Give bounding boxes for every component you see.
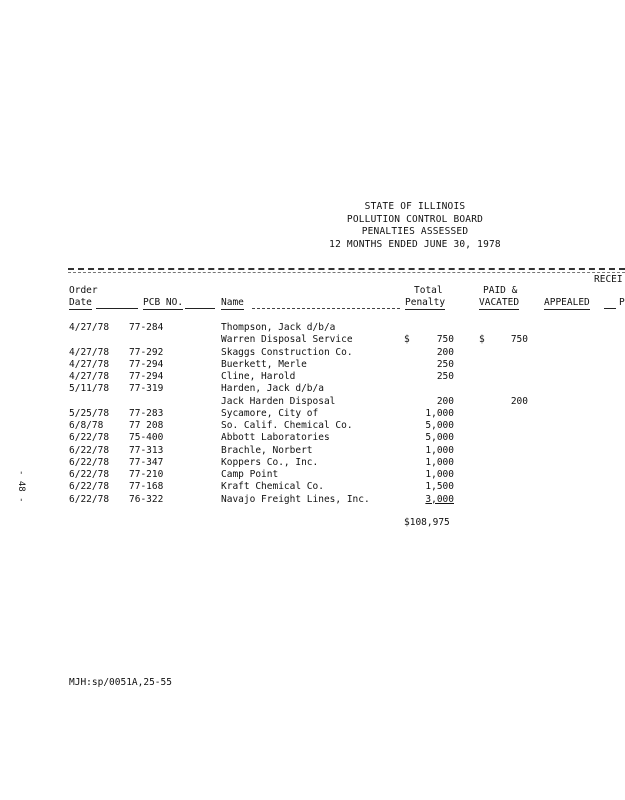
header-line-title: PENALTIES ASSESSED (361, 226, 469, 237)
cell-penalty: 5,000 (425, 432, 454, 444)
table-row (0, 371, 625, 383)
table-row (0, 408, 625, 420)
column-order: Order (69, 285, 98, 296)
cell-penalty: 1,000 (425, 456, 454, 468)
cell-pcb-no: 77-294 (129, 371, 164, 382)
cell-name: So. Calif. Chemical Co. (221, 420, 353, 431)
cell-order-date: 6/22/78 (69, 432, 110, 444)
table-row (0, 347, 625, 359)
header-line-state: STATE OF ILLINOIS (364, 201, 466, 212)
cell-name: Sycamore, City of (221, 407, 319, 419)
header-underline (604, 308, 616, 309)
cell-order-date: 6/22/78 (69, 456, 110, 468)
cell-order-date: 6/22/78 (69, 493, 110, 505)
table-row (0, 334, 625, 346)
cell-penalty: 1,000 (425, 469, 454, 480)
table-row (0, 420, 625, 432)
cell-pcb-no: 77-210 (129, 469, 164, 480)
column-pcb-no: PCB NO. (143, 297, 184, 308)
cell-order-date: 6/22/78 (69, 469, 110, 480)
cell-penalty: 250 (436, 371, 454, 382)
cell-order-date: 4/27/78 (69, 371, 110, 382)
cell-name: Warren Disposal Service (221, 334, 353, 346)
cell-order-date: 4/27/78 (69, 322, 110, 333)
column-paid: PAID & (483, 285, 518, 296)
cell-name: Koppers Co., Inc. (221, 456, 319, 468)
cell-order-date: 5/11/78 (69, 383, 110, 395)
table-row (0, 494, 625, 506)
cell-paid-vacated: 200 (510, 395, 528, 407)
cell-name: Thompson, Jack d/b/a (221, 322, 336, 333)
cell-name: Kraft Chemical Co. (221, 481, 324, 493)
cell-penalty: 3,000 (425, 493, 454, 505)
cell-penalty-dollar: $ (404, 334, 410, 346)
table-row (0, 432, 625, 444)
cell-name: Cline, Harold (221, 371, 296, 382)
table-row (0, 445, 625, 457)
cell-order-date: 4/27/78 (69, 346, 110, 358)
cell-penalty: 1,000 (425, 444, 454, 456)
cell-pcb-no: 77-294 (129, 358, 164, 370)
page-number: - 48 - (16, 470, 26, 503)
cell-pcb-no: 77-292 (129, 346, 164, 358)
header-underline (252, 308, 400, 309)
cell-penalty: 250 (436, 358, 454, 370)
table-row (0, 359, 625, 371)
table-row (0, 481, 625, 493)
column-appealed: APPEALED (544, 297, 590, 308)
table-row (0, 396, 625, 408)
cell-name: Navajo Freight Lines, Inc. (221, 493, 370, 505)
cell-penalty: 1,500 (425, 481, 454, 493)
cell-pcb-no: 77-284 (129, 322, 164, 333)
cell-pcb-no: 77-283 (129, 407, 164, 419)
cell-name: Buerkett, Merle (221, 358, 307, 370)
cell-penalty: 5,000 (425, 420, 454, 431)
header-rule-secondary (68, 272, 625, 273)
cell-name: Brachle, Norbert (221, 444, 313, 456)
column-received-partial: RECEI (594, 274, 623, 285)
grand-total: $108,975 (404, 517, 450, 528)
header-line-board: POLLUTION CONTROL BOARD (346, 213, 484, 225)
footer-reference: MJH:sp/0051A,25-55 (69, 677, 172, 688)
cell-paid-dollar: $ (479, 334, 485, 346)
column-vacated: VACATED (479, 297, 520, 308)
cell-pcb-no: 77 208 (129, 420, 164, 431)
cell-pcb-no: 75-400 (129, 432, 164, 444)
cell-name: Jack Harden Disposal (221, 395, 336, 407)
column-p-partial: P (619, 297, 625, 308)
cell-pcb-no: 77-319 (129, 383, 164, 395)
cell-order-date: 6/22/78 (69, 444, 110, 456)
cell-name: Harden, Jack d/b/a (221, 383, 324, 395)
table-row (0, 457, 625, 469)
cell-penalty: 200 (436, 395, 454, 407)
column-penalty: Penalty (405, 297, 446, 308)
column-date: Date (69, 297, 92, 308)
cell-pcb-no: 76-322 (129, 493, 164, 505)
cell-penalty: 750 (436, 334, 454, 346)
table-row (0, 322, 625, 334)
cell-penalty: 200 (436, 346, 454, 358)
cell-order-date: 6/8/78 (69, 420, 104, 431)
cell-name: Camp Point (221, 469, 279, 480)
column-total: Total (414, 285, 443, 296)
cell-pcb-no: 77-347 (129, 456, 164, 468)
cell-order-date: 4/27/78 (69, 358, 110, 370)
cell-pcb-no: 77-168 (129, 481, 164, 493)
header-line-period: 12 MONTHS ENDED JUNE 30, 1978 (329, 238, 501, 250)
cell-order-date: 5/25/78 (69, 407, 110, 419)
table-row (0, 469, 625, 481)
column-name: Name (221, 297, 244, 308)
header-underline (185, 308, 215, 309)
cell-order-date: 6/22/78 (69, 481, 110, 493)
cell-pcb-no: 77-313 (129, 444, 164, 456)
document-header (300, 201, 530, 251)
header-rule (68, 268, 625, 270)
table-row (0, 383, 625, 395)
cell-name: Abbott Laboratories (221, 432, 330, 444)
header-underline (96, 308, 138, 309)
cell-name: Skaggs Construction Co. (221, 346, 353, 358)
cell-paid-vacated: 750 (510, 334, 528, 346)
cell-penalty: 1,000 (425, 407, 454, 419)
